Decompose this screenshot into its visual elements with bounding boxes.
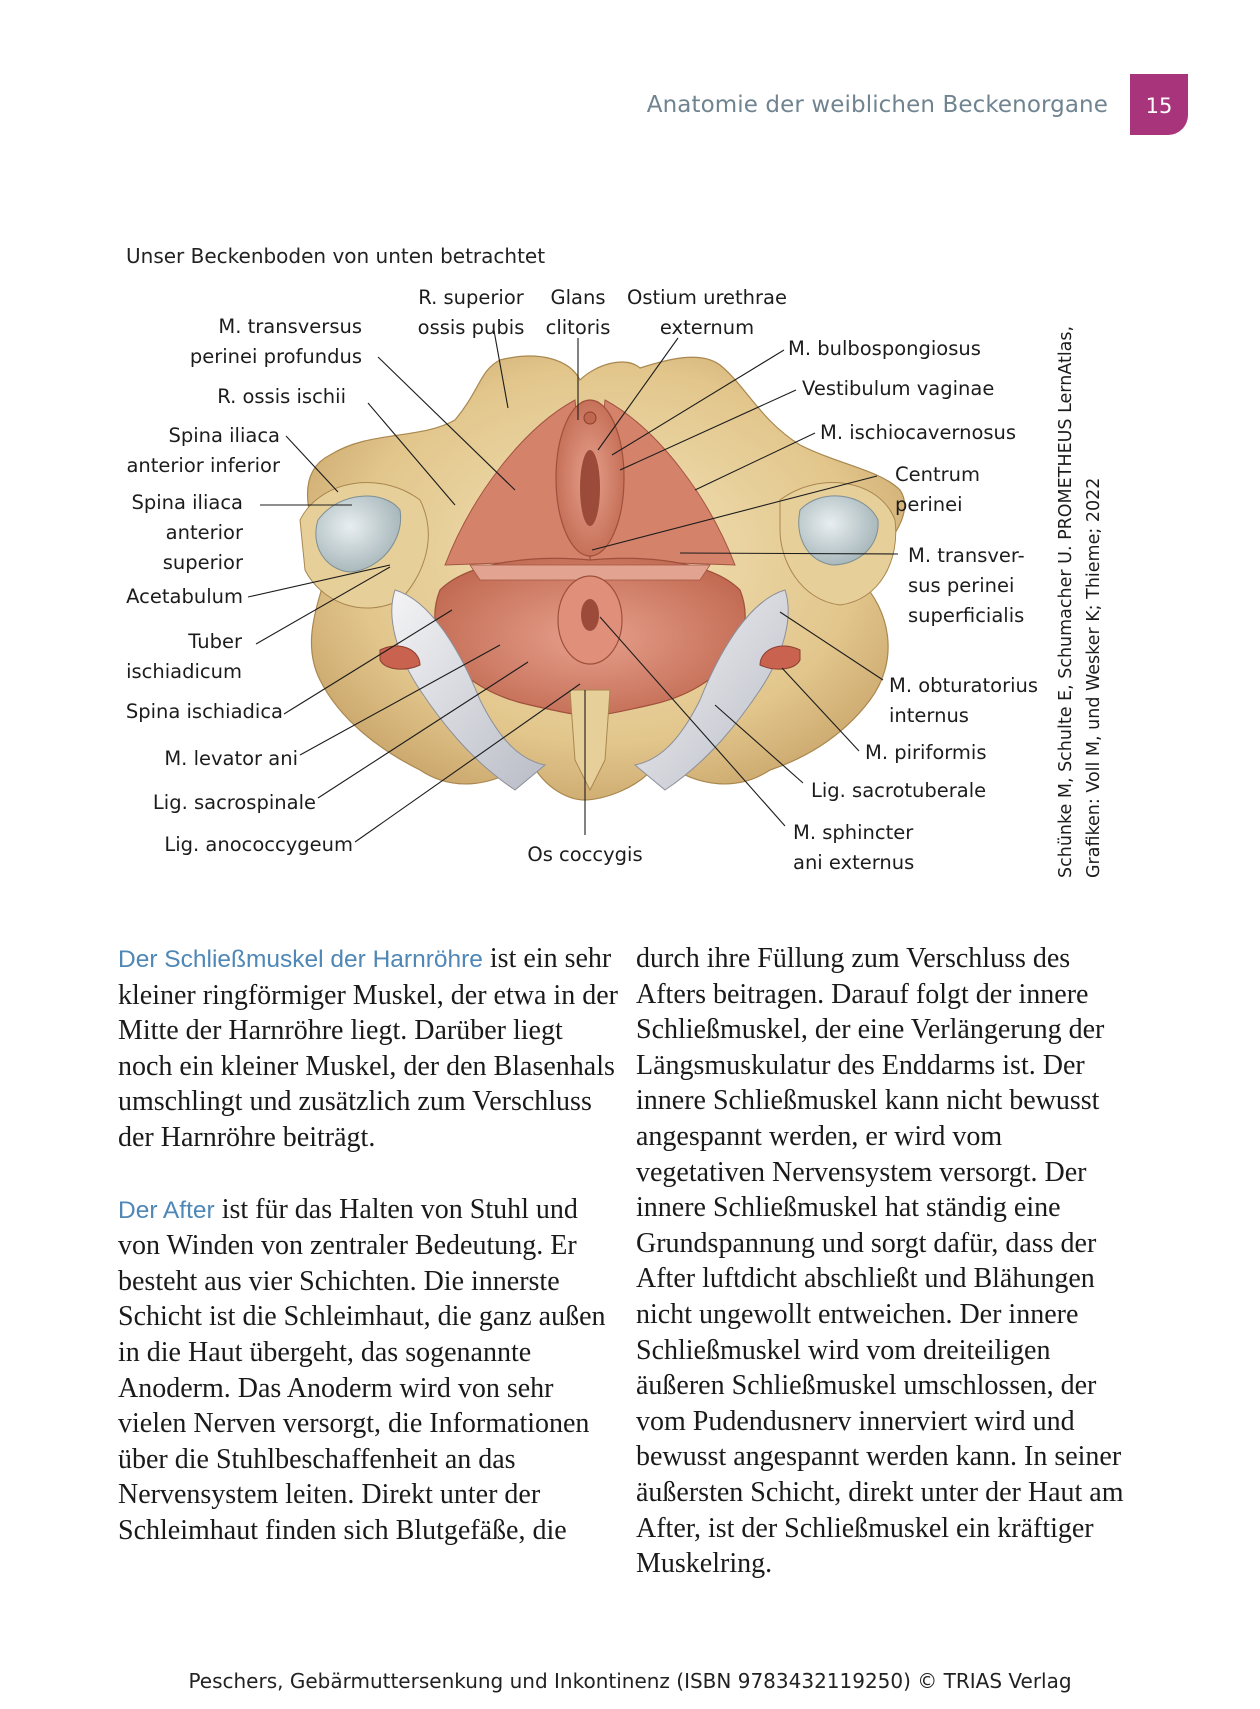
- label-line: M. obturatorius: [889, 674, 1039, 697]
- label-line: M. ischiocavernosus: [820, 421, 1017, 444]
- label-line: Os coccygis: [527, 843, 643, 866]
- label-line: M. levator ani: [164, 747, 298, 770]
- label-lig-sacrospinale: [100, 788, 316, 818]
- label-line: Lig. anococcygeum: [164, 833, 353, 856]
- paragraph-text: ist für das Halten von Stuhl und von Winden von zentraler Bedeutung. Er besteht aus vier Schichten. Die innerste Schicht ist die Schleimhaut, die ganz außen in die Haut übergeht, das sogenannte Anoderm. Das Anoderm wird von sehr vielen Nerven versorgt, die Informationen über die Stuhlbeschaffenheit an das Nervensystem leiten. Direkt unter der Schleimhaut finden sich Blutgefäße, die: [118, 1193, 606, 1546]
- label-line: superior: [162, 551, 243, 574]
- label-line: internus: [889, 704, 969, 727]
- label-line: Vestibulum vaginae: [802, 377, 995, 400]
- label-piriformis: [865, 738, 987, 768]
- label-line: Lig. sacrospinale: [152, 791, 316, 814]
- label-r-ossis-ischii: [150, 382, 346, 412]
- label-transversus-superficialis: [908, 541, 1025, 631]
- label-acetabulum: [100, 582, 243, 612]
- label-os-coccygis: [520, 840, 650, 870]
- label-line: perinei: [895, 493, 963, 516]
- image-credit: [1052, 326, 1108, 878]
- label-line: anterior: [165, 521, 243, 544]
- label-line: Centrum: [895, 463, 980, 486]
- label-line: externum: [659, 316, 755, 339]
- label-vestibulum: [802, 374, 994, 404]
- page-number-badge: 15: [1130, 74, 1188, 135]
- text-column-left: [118, 941, 618, 1549]
- label-lig-sacrotuberale: [811, 776, 986, 806]
- label-sphincter-ani: [793, 818, 914, 878]
- label-line: R. ossis ischii: [217, 385, 346, 408]
- highlight-term: Der Schließmuskel der Harnröhre: [118, 946, 483, 973]
- anus: [581, 599, 599, 631]
- label-line: ischiadicum: [126, 660, 242, 683]
- paragraph-anus: [118, 1192, 618, 1549]
- label-levator-ani: [100, 744, 298, 774]
- text-column-right: [636, 941, 1136, 1582]
- label-glans-clitoris: [533, 283, 623, 343]
- label-centrum-perinei: [895, 460, 980, 520]
- label-spina-anterior-inferior: [100, 421, 280, 481]
- footer-copyright: Peschers, Gebärmuttersenkung und Inkontinenz (ISBN 9783432119250) © TRIAS Verlag: [188, 1669, 1072, 1693]
- highlight-term: Der After: [118, 1196, 215, 1224]
- label-line: Ostium urethrae: [626, 286, 788, 309]
- label-tuber-ischiadicum: [100, 627, 242, 687]
- label-line: M. bulbospongiosus: [788, 337, 981, 360]
- paragraph-sphincter-layers: durch ihre Füllung zum Verschluss des Afters beitragen. Darauf folgt der innere Schließmuskel, der eine Verlängerung der Längsmuskulatur des Enddarms ist. Der innere Schließmuskel kann nicht bewusst angespannt werden, er wird vom vegetativen Nervensystem versorgt. Der innere Schließmuskel hat ständig eine Grundspannung und sorgt dafür, dass der After luftdicht abschließt und Blähungen nicht ungewollt entweichen. Der innere Schließmuskel wird vom dreiteiligen äußeren Schließmuskel umschlossen, der vom Pudendusnerv innerviert wird und bewusst angespannt werden kann. In seiner äußersten Schicht, direkt unter der Haut am After, ist der Schließmuskel ein kräftiger Muskelring.: [636, 943, 1124, 1580]
- label-ischiocavernosus: [820, 418, 1016, 448]
- label-line: R. superior: [418, 286, 524, 309]
- label-line: Lig. sacrotuberale: [811, 779, 987, 802]
- label-line: clitoris: [545, 316, 611, 339]
- label-transversus-profundus: [150, 312, 362, 372]
- label-line: M. transver-: [908, 544, 1025, 567]
- credit-line: Schünke M, Schulte E, Schumacher U. PROMETHEUS LernAtlas,: [1056, 325, 1076, 878]
- figure-caption: Unser Beckenboden von unten betrachtet: [126, 244, 546, 268]
- label-line: Spina iliaca: [168, 424, 280, 447]
- label-spina-ischiadica: [100, 697, 283, 727]
- label-line: superficialis: [908, 604, 1025, 627]
- label-line: Spina iliaca: [131, 491, 243, 514]
- label-line: ani externus: [793, 851, 915, 874]
- label-line: Acetabulum: [126, 585, 243, 608]
- label-line: Glans: [550, 286, 606, 309]
- label-line: anterior inferior: [126, 454, 280, 477]
- label-line: M. sphincter: [793, 821, 914, 844]
- paragraph-urethral-sphincter: [118, 941, 618, 1156]
- label-line: perinei profundus: [189, 345, 362, 368]
- label-line: M. piriformis: [865, 741, 987, 764]
- label-line: sus perinei: [908, 574, 1015, 597]
- label-line: ossis pubis: [417, 316, 525, 339]
- running-header: Anatomie der weiblichen Beckenorgane: [646, 92, 1108, 118]
- label-lig-anococcygeum: [100, 830, 353, 860]
- vestibulum: [580, 450, 600, 526]
- label-spina-anterior-superior: [100, 488, 243, 578]
- glans-clitoris: [584, 412, 596, 424]
- label-line: Spina ischiadica: [125, 700, 283, 723]
- label-obturatorius-internus: [889, 671, 1038, 731]
- credit-line: Grafiken: Voll M, und Wesker K; Thieme; 2022: [1084, 477, 1104, 878]
- label-bulbospongiosus: [788, 334, 981, 364]
- label-ostium-urethrae: [622, 283, 792, 343]
- paragraph-text: ist ein sehr kleiner ringförmiger Muskel, der etwa in der Mitte der Harnröhre liegt. Darüber liegt noch ein kleiner Muskel, der den Blasenhals umschlingt und zusätzlich zum Verschluss der Harnröhre beiträgt.: [118, 943, 618, 1153]
- label-line: M. transversus: [218, 315, 362, 338]
- label-r-superior: [406, 283, 536, 343]
- label-line: Tuber: [188, 630, 242, 653]
